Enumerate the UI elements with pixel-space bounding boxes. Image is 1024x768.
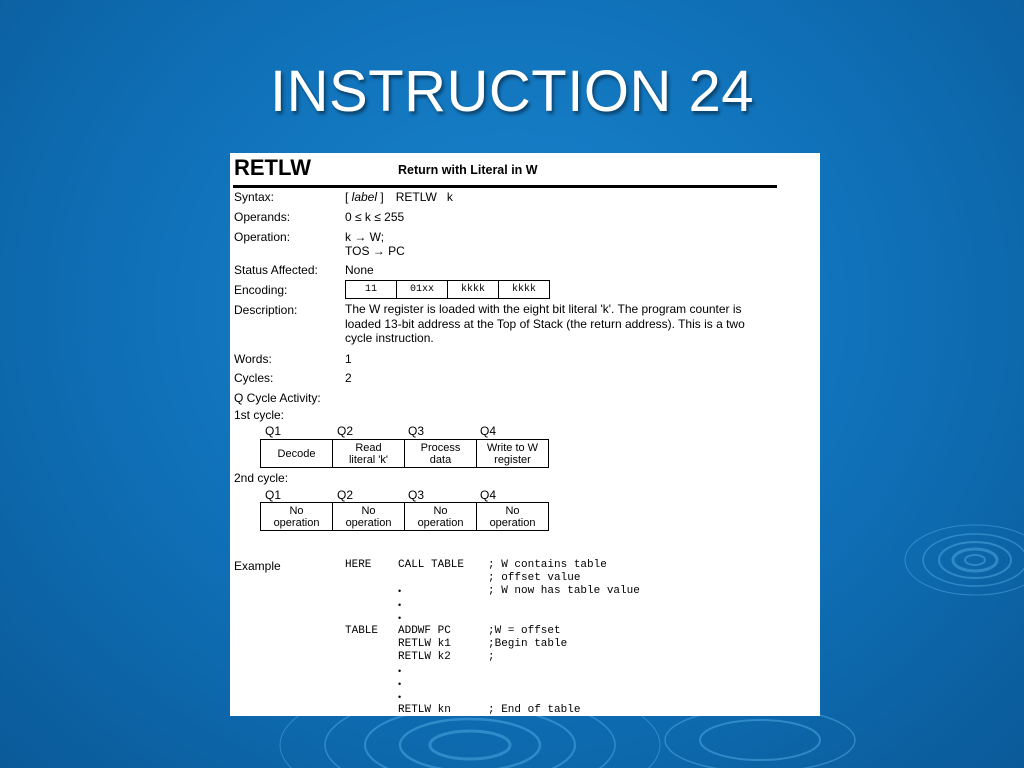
status-affected-value: None	[345, 263, 374, 277]
q-cell: No operation	[261, 503, 333, 531]
code-label: TABLE	[345, 625, 379, 637]
datasheet-excerpt	[230, 153, 820, 716]
code-comment: ;Begin table	[488, 638, 568, 651]
q-cell: Read literal 'k'	[333, 440, 405, 468]
q-cell: Decode	[261, 440, 333, 468]
encoding-cell: 11	[346, 281, 397, 299]
status-affected-label: Status Affected:	[234, 263, 318, 277]
second-cycle-table	[260, 502, 549, 531]
slide-title: INSTRUCTION 24	[270, 59, 754, 124]
q-header: Q4	[480, 424, 497, 438]
code-operation: ADDWF PC	[398, 625, 451, 637]
code-operation: •	[398, 692, 402, 702]
code-comment: ;	[488, 651, 495, 664]
header-rule	[233, 185, 777, 188]
operation-label: Operation:	[234, 230, 291, 244]
first-cycle-table	[260, 439, 549, 468]
q-header: Q3	[408, 488, 425, 502]
encoding-cell: kkkk	[448, 281, 499, 299]
operation-line-2: TOS → PC	[345, 244, 405, 258]
code-operation: •	[398, 599, 402, 610]
encoding-cell: kkkk	[499, 281, 550, 299]
encoding-table	[345, 280, 550, 299]
q-cell: Process data	[405, 440, 477, 468]
instruction-mnemonic: RETLW	[234, 155, 311, 180]
code-operation: •	[398, 678, 402, 689]
operands-value: 0 ≤ k ≤ 255	[345, 210, 405, 224]
description-label: Description:	[234, 303, 298, 317]
q-cell: No operation	[405, 503, 477, 531]
code-operation: •	[398, 612, 402, 623]
code-operation: RETLW k2	[398, 651, 451, 664]
q-cell: Write to W register	[477, 440, 549, 468]
q-header: Q4	[480, 488, 497, 502]
code-operation: •	[398, 586, 402, 597]
q-header: Q1	[265, 424, 282, 438]
code-operation: RETLW kn	[398, 704, 451, 716]
instruction-summary: Return with Literal in W	[398, 163, 538, 177]
cycles-label: Cycles:	[234, 371, 274, 385]
words-value: 1	[345, 352, 352, 366]
code-comment: ; W contains table	[488, 559, 607, 571]
q-cell: No operation	[477, 503, 549, 531]
q-header: Q2	[337, 488, 354, 502]
syntax-label: Syntax:	[234, 190, 275, 204]
q-header: Q2	[337, 424, 354, 438]
code-comment: ; End of table	[488, 704, 581, 716]
code-comment: ; W now has table value	[488, 585, 640, 598]
code-operation: CALL TABLE	[398, 559, 465, 571]
example-label: Example	[234, 559, 281, 573]
first-cycle-label: 1st cycle:	[234, 408, 285, 422]
code-label: HERE	[345, 559, 372, 571]
operands-label: Operands:	[234, 210, 291, 224]
description-text: The W register is loaded with the eight bit literal 'k'. The program counter is loaded 13-bit address at the Top of Stack (the return address). This is a two cycle instruction.	[345, 302, 745, 345]
second-cycle-label: 2nd cycle:	[234, 471, 289, 485]
code-comment: ;W = offset	[488, 625, 561, 637]
code-comment: ; offset value	[488, 572, 581, 585]
operation-line-1: k → W;	[345, 230, 385, 244]
code-operation: RETLW k1	[398, 638, 451, 651]
q-header: Q1	[265, 488, 282, 502]
syntax-value: [ label ] RETLW k	[345, 190, 453, 204]
cycles-value: 2	[345, 371, 352, 385]
q-header: Q3	[408, 424, 425, 438]
words-label: Words:	[234, 352, 272, 366]
code-operation: •	[398, 665, 402, 676]
q-cell: No operation	[333, 503, 405, 531]
encoding-label: Encoding:	[234, 283, 288, 297]
q-cycle-activity-label: Q Cycle Activity:	[234, 391, 321, 405]
encoding-cell: 01xx	[397, 281, 448, 299]
